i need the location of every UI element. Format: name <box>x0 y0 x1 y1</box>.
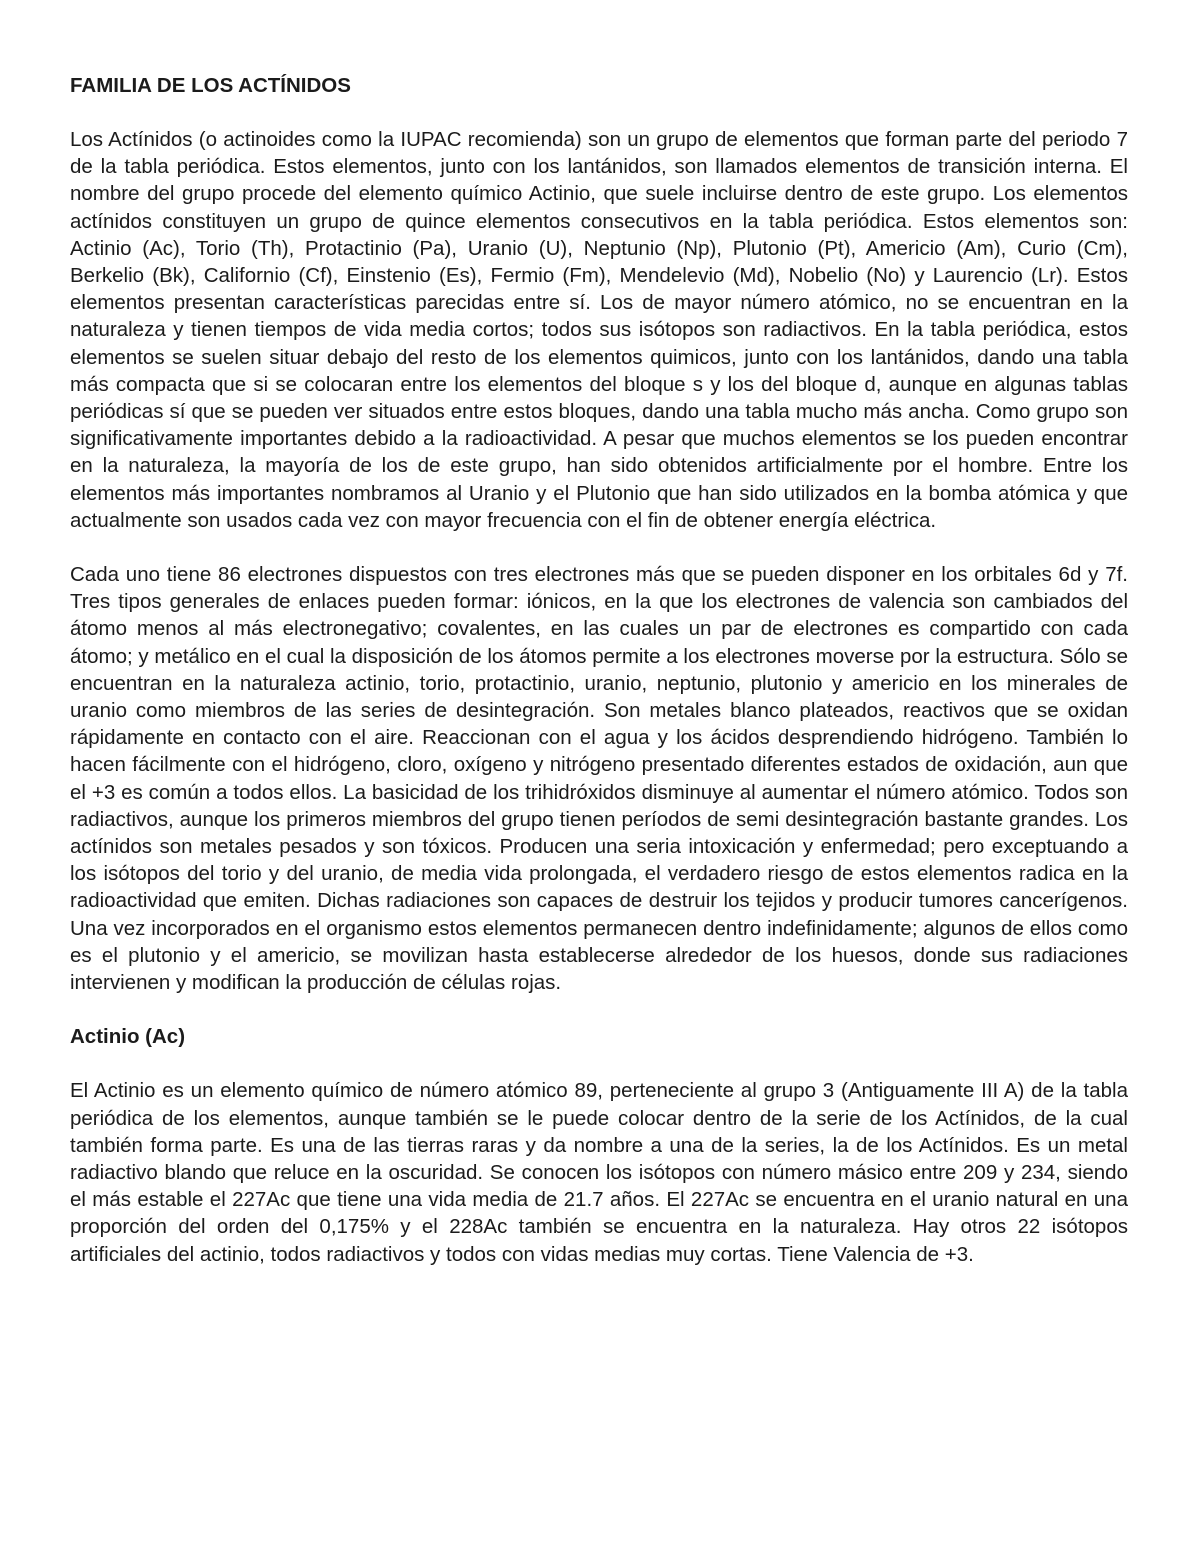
document-page <box>70 72 1128 1268</box>
section-heading-actinio: Actinio (Ac) <box>70 1025 186 1049</box>
paragraph-intro: Los Actínidos (o actinoides como la IUPAC recomienda) son un grupo de elementos que forman parte del periodo 7 de la tabla periódica. Estos elementos, junto con los lantánidos, son llamados elementos de transición interna. El nombre del grupo procede del elemento químico Actinio, que suele incluirse dentro de este grupo. Los elementos actínidos constituyen un grupo de quince elementos consecutivos en la tabla periódica. Estos elementos son: Actinio (Ac), Torio (Th), Protactinio (Pa), Uranio (U), Neptunio (Np), Plutonio (Pt), Americio (Am), Curio (Cm), Berkelio (Bk), Californio (Cf), Einstenio (Es), Fermio (Fm), Mendelevio (Md), Nobelio (No) y Laurencio (Lr). Estos elementos presentan características parecidas entre sí. Los de mayor número atómico, no se encuentran en la naturaleza y tienen tiempos de vida media cortos; todos sus isótopos son radiactivos. En la tabla periódica, estos elementos se suelen situar debajo del resto de los elementos quimicos, junto con los lantánidos, dando una tabla más compacta que si se colocaran entre los elementos del bloque s y los del bloque d, aunque en algunas tablas periódicas sí que se pueden ver situados entre estos bloques, dando una tabla mucho más ancha. Como grupo son significativamente importantes debido a la radioactividad. A pesar que muchos elementos se los pueden encontrar en la naturaleza, la mayoría de los de este grupo, han sido obtenidos artificialmente por el hombre. Entre los elementos más importantes nombramos al Uranio y el Plutonio que han sido utilizados en la bomba atómica y que actualmente son usados cada vez con mayor frecuencia con el fin de obtener energía eléctrica. <box>70 128 1128 532</box>
paragraph-actinio: El Actinio es un elemento químico de número atómico 89, perteneciente al grupo 3 (Antiguamente III A) de la tabla periódica de los elementos, aunque también se le puede colocar dentro de la serie de los Actínidos, de la cual también forma parte. Es una de las tierras raras y da nombre a una de la series, la de los Actínidos. Es un metal radiactivo blando que reluce en la oscuridad. Se conocen los isótopos con número másico entre 209 y 234, siendo el más estable el 227Ac que tiene una vida media de 21.7 años. El 227Ac se encuentra en el uranio natural en una proporción del orden del 0,175% y el 228Ac también se encuentra en la naturaleza. Hay otros 22 isótopos artificiales del actinio, todos radiactivos y todos con vidas medias muy cortas. Tiene Valencia de +3. <box>70 1079 1128 1266</box>
document-title: FAMILIA DE LOS ACTÍNIDOS <box>70 74 351 97</box>
paragraph-properties: Cada uno tiene 86 electrones dispuestos con tres electrones más que se pueden disponer en los orbitales 6d y 7f. Tres tipos generales de enlaces pueden formar: iónicos, en la que los electrones de valencia son cambiados del átomo menos al más electronegativo; covalentes, en las cuales un par de electrones es compartido con cada átomo; y metálico en el cual la disposición de los átomos permite a los electrones moverse por la estructura. Sólo se encuentran en la naturaleza actinio, torio, protactinio, uranio, neptunio, plutonio y americio en los minerales de uranio como miembros de las series de desintegración. Son metales blanco plateados, reactivos que se oxidan rápidamente en contacto con el aire. Reaccionan con el agua y los ácidos desprendiendo hidrógeno. También lo hacen fácilmente con el hidrógeno, cloro, oxígeno y nitrógeno presentado diferentes estados de oxidación, aun que el +3 es común a todos ellos. La basicidad de los trihidróxidos disminuye al aumentar el número atómico. Todos son radiactivos, aunque los primeros miembros del grupo tienen períodos de semi desintegración bastante grandes. Los actínidos son metales pesados y son tóxicos. Producen una seria intoxicación y enfermedad; pero exceptuando a los isótopos del torio y del uranio, de media vida prolongada, el verdadero riesgo de estos elementos radica en la radioactividad que emiten. Dichas radiaciones son capaces de destruir los tejidos y producir tumores cancerígenos. Una vez incorporados en el organismo estos elementos permanecen dentro indefinidamente; algunos de ellos como es el plutonio y el americio, se movilizan hasta establecerse alrededor de los huesos, donde sus radiaciones intervienen y modifican la producción de células rojas. <box>70 563 1128 995</box>
